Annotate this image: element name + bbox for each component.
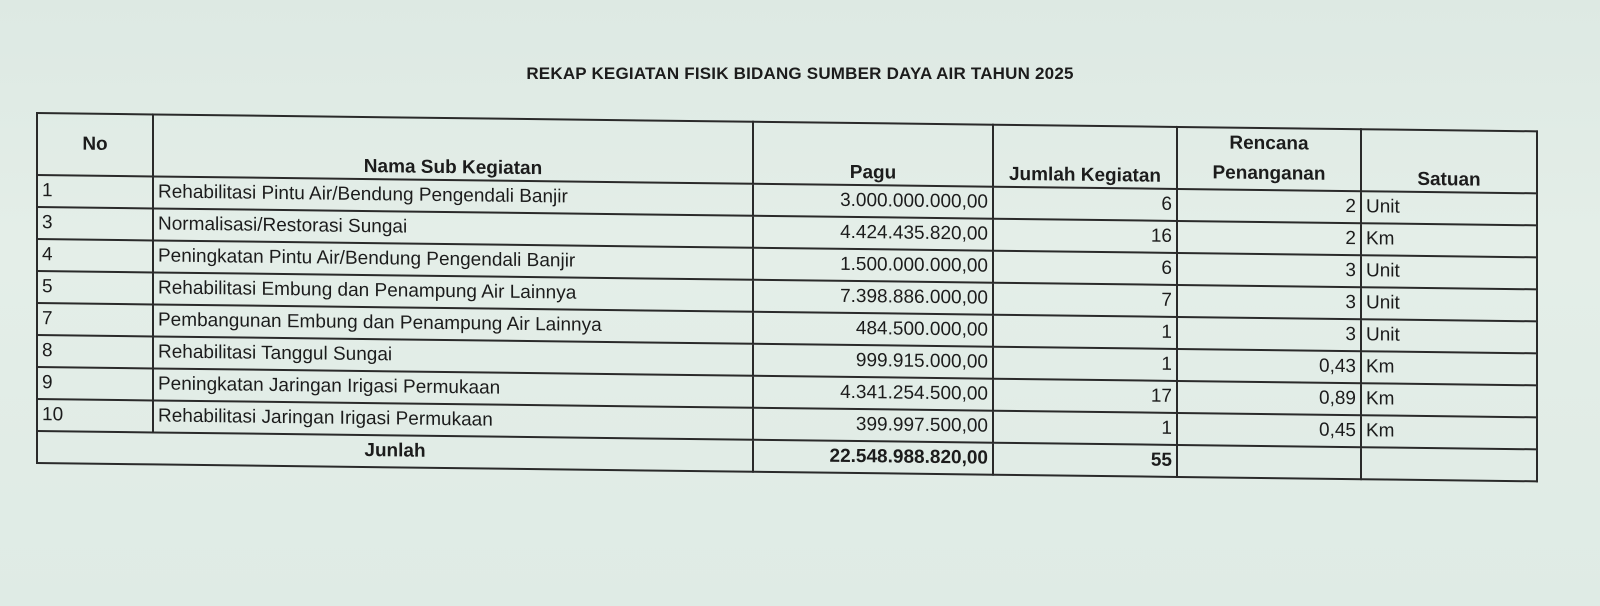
cell-rencana-penanganan: 2 [1177,189,1361,223]
cell-rencana-penanganan: 3 [1177,317,1361,351]
cell-jumlah-kegiatan: 1 [993,347,1177,381]
total-satuan-empty [1361,447,1537,481]
total-label: Junlah [37,431,753,472]
cell-pagu: 1.500.000.000,00 [753,248,993,283]
cell-satuan: Km [1361,223,1537,257]
cell-rencana-penanganan: 3 [1177,253,1361,287]
recap-table-container [36,112,1536,482]
cell-jumlah-kegiatan: 6 [993,187,1177,221]
cell-name: Rehabilitasi Tanggul Sungai [153,336,753,375]
cell-pagu: 7.398.886.000,00 [753,280,993,315]
header-row [37,113,1537,131]
cell-no: 7 [37,303,153,336]
cell-pagu: 999.915.000,00 [753,344,993,379]
cell-satuan: Unit [1361,191,1537,225]
cell-name: Rehabilitasi Jaringan Irigasi Permukaan [153,400,753,439]
cell-pagu: 484.500.000,00 [753,312,993,347]
total-rencana-empty [1177,445,1361,479]
cell-pagu: 4.341.254.500,00 [753,376,993,411]
total-jumlah-kegiatan: 55 [993,443,1177,477]
cell-pagu: 4.424.435.820,00 [753,216,993,251]
cell-name: Pembangunan Embung dan Penampung Air Lainnya [153,304,753,343]
cell-name: Normalisasi/Restorasi Sungai [153,208,753,247]
cell-satuan: Km [1361,415,1537,449]
cell-satuan: Unit [1361,319,1537,353]
cell-satuan: Unit [1361,255,1537,289]
cell-rencana-penanganan: 0,89 [1177,381,1361,415]
cell-rencana-penanganan: 3 [1177,285,1361,319]
header-no: No [37,113,153,176]
cell-pagu: 399.997.500,00 [753,408,993,443]
cell-no: 3 [37,207,153,240]
header-jumlah-kegiatan: Jumlah Kegiatan [993,125,1177,189]
recap-table [36,112,1538,482]
cell-rencana-penanganan: 2 [1177,221,1361,255]
header-rencana-penanganan [1177,127,1361,191]
cell-name: Rehabilitasi Embung dan Penampung Air Lainnya [153,272,753,311]
cell-satuan: Unit [1361,287,1537,321]
cell-rencana-penanganan: 0,43 [1177,349,1361,383]
cell-pagu: 3.000.000.000,00 [753,184,993,219]
cell-satuan: Km [1361,383,1537,417]
header-name: Nama Sub Kegiatan [153,114,753,183]
cell-name: Rehabilitasi Pintu Air/Bendung Pengendali Banjir [153,176,753,215]
cell-jumlah-kegiatan: 1 [993,315,1177,349]
cell-jumlah-kegiatan: 1 [993,411,1177,445]
cell-no: 10 [37,399,153,432]
header-pagu: Pagu [753,122,993,187]
cell-name: Peningkatan Pintu Air/Bendung Pengendali Banjir [153,240,753,279]
cell-no: 4 [37,239,153,272]
cell-no: 8 [37,335,153,368]
document-title: REKAP KEGIATAN FISIK BIDANG SUMBER DAYA AIR TAHUN 2025 [526,64,1074,83]
header-satuan: Satuan [1361,129,1537,193]
cell-name: Peningkatan Jaringan Irigasi Permukaan [153,368,753,407]
cell-satuan: Km [1361,351,1537,385]
header-rencana-line1: Rencana [1229,132,1309,155]
cell-jumlah-kegiatan: 6 [993,251,1177,285]
total-pagu: 22.548.988.820,00 [753,440,993,475]
cell-jumlah-kegiatan: 7 [993,283,1177,317]
cell-jumlah-kegiatan: 16 [993,219,1177,253]
cell-rencana-penanganan: 0,45 [1177,413,1361,447]
header-rencana-line2: Penanganan [1212,162,1326,185]
cell-no: 5 [37,271,153,304]
table-body [37,175,1537,481]
cell-jumlah-kegiatan: 17 [993,379,1177,413]
cell-no: 9 [37,367,153,400]
cell-no: 1 [37,175,153,208]
